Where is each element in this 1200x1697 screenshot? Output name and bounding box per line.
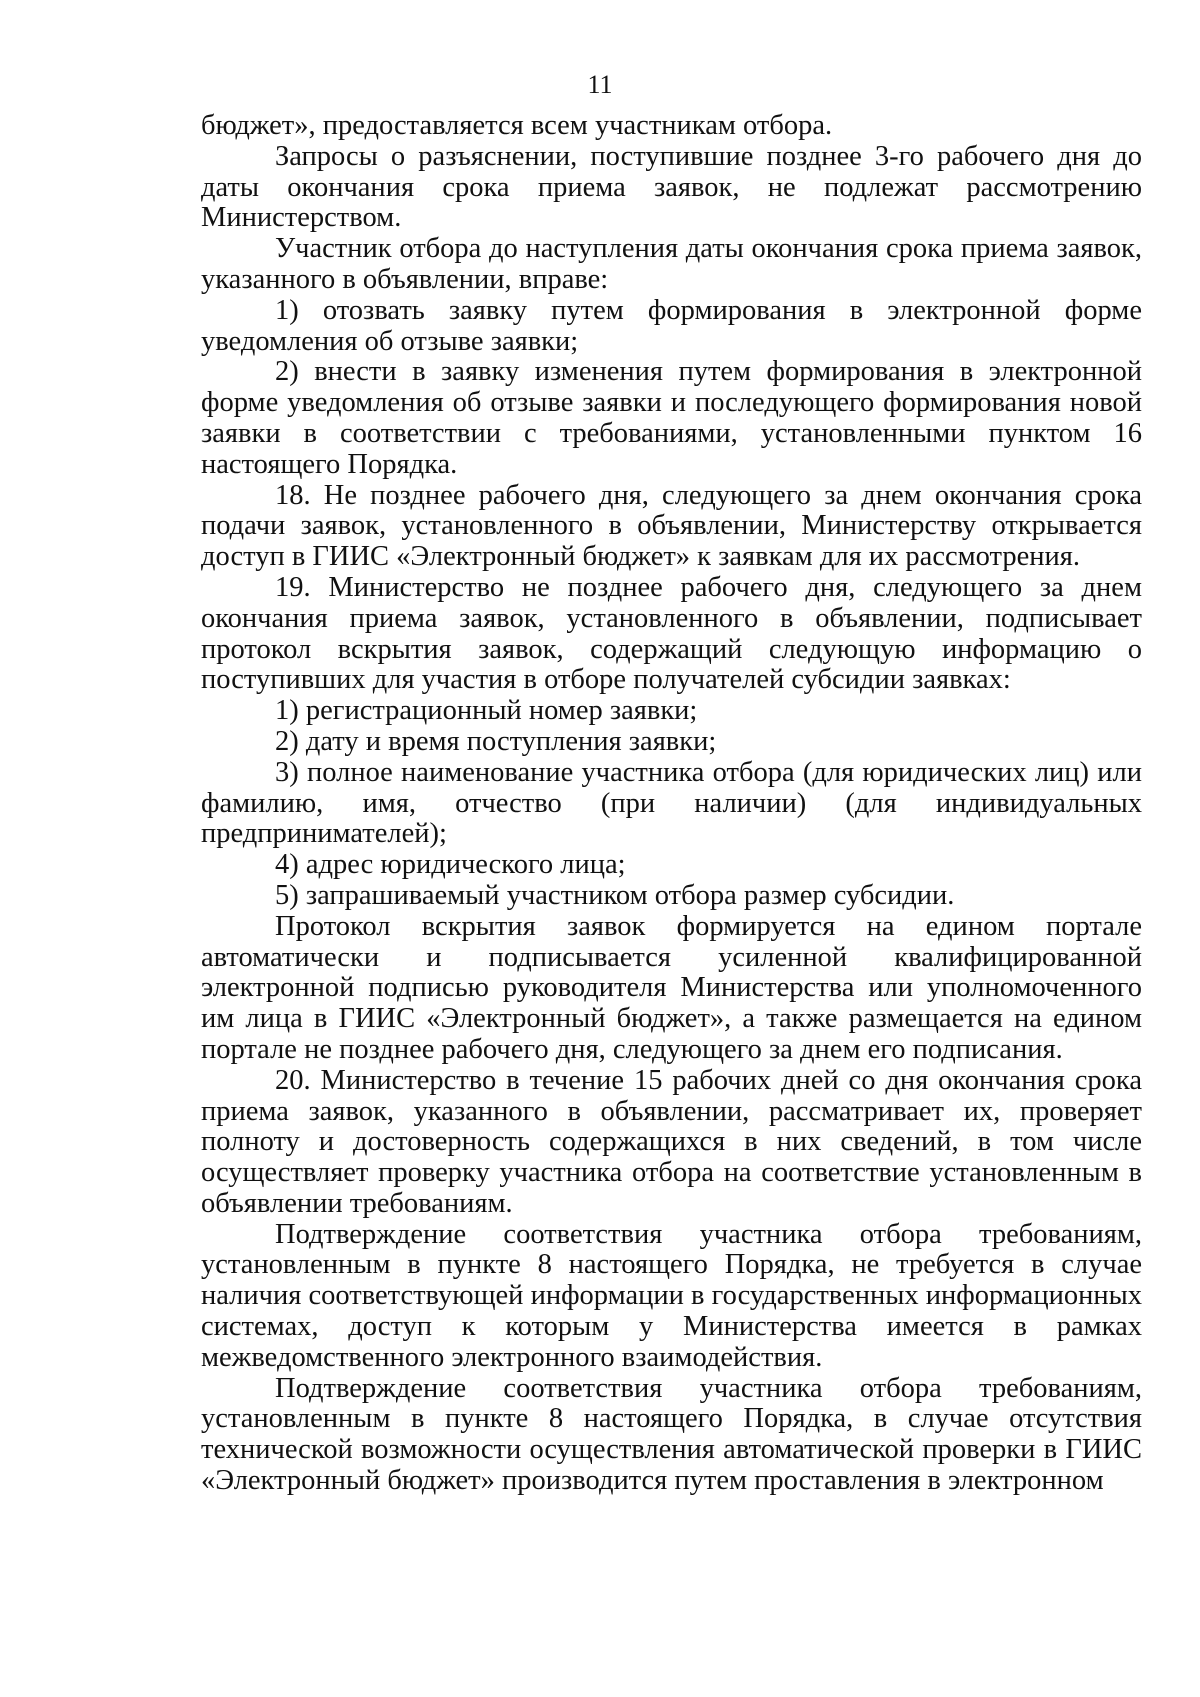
paragraph-participant-rights: Участник отбора до наступления даты окончания срока приема заявок, указанного в объявлении, вправе:: [201, 233, 1142, 295]
list-item-date-time: 2) дату и время поступления заявки;: [275, 725, 717, 757]
paragraph-clause-18: 18. Не позднее рабочего дня, следующего за днем окончания срока подачи заявок, установленного в объявлении, Министерству открывается доступ в ГИИС «Электронный бюджет» к заявкам для их рассмотрения.: [201, 479, 1142, 573]
document-body: [201, 111, 1142, 1497]
paragraph-opening-protocol: Протокол вскрытия заявок формируется на едином портале автоматически и подписывается усиленной квалифицированной электронной подписью руководителя Министерства или уполномоченного им лица в ГИИС «Электронный бюджет», а также размещается на едином портале не позднее рабочего дня, следующего за днем его подписания.: [201, 910, 1142, 1065]
list-item-amend-application: 2) внести в заявку изменения путем формирования в электронной форме уведомления об отзыве заявки и последующего формирования новой заявки в соответствии с требованиями, установленными пунктом 16 настоящего Порядка.: [201, 356, 1142, 480]
list-item-withdraw-application: 1) отозвать заявку путем формирования в электронной форме уведомления об отзыве заявки;: [201, 294, 1142, 357]
list-item-registration-number: 1) регистрационный номер заявки;: [275, 695, 698, 727]
paragraph-clause-20: 20. Министерство в течение 15 рабочих дней со дня окончания срока приема заявок, указанного в объявлении, рассматривает их, проверяет полноту и достоверность содержащихся в них сведений, в том числе осуществляет проверку участника отбора на соответствие установленным в объявлении требованиям.: [201, 1064, 1142, 1219]
paragraph-continuation: бюджет», предоставляется всем участникам отбора.: [201, 110, 833, 141]
paragraph-compliance-manual-check: Подтверждение соответствия участника отбора требованиям, установленным в пункте 8 настоящего Порядка, в случае отсутствия технической возможности осуществления автоматической проверки в ГИИС «Электронный бюджет» производится путем проставления в электронном: [201, 1372, 1142, 1497]
page-number: 11: [587, 70, 613, 99]
list-item-legal-address: 4) адрес юридического лица;: [275, 849, 626, 881]
paragraph-clarification-requests: Запросы о разъяснении, поступившие позднее 3-го рабочего дня до даты окончания срока приема заявок, не подлежат рассмотрению Министерством.: [201, 140, 1142, 234]
paragraph-clause-19: 19. Министерство не позднее рабочего дня, следующего за днем окончания приема заявок, установленного в объявлении, подписывает протокол вскрытия заявок, содержащий следующую информацию о поступивших для участия в отборе получателей субсидии заявках:: [201, 571, 1142, 696]
paragraph-compliance-not-required: Подтверждение соответствия участника отбора требованиям, установленным в пункте 8 настоящего Порядка, не требуется в случае наличия соответствующей информации в государственных информационных системах, доступ к которым у Министерства имеется в рамках межведомственного электронного взаимодействия.: [201, 1218, 1142, 1373]
list-item-participant-name: 3) полное наименование участника отбора (для юридических лиц) или фамилию, имя, отчество (при наличии) (для индивидуальных предпринимателей);: [201, 756, 1142, 850]
list-item-subsidy-amount: 5) запрашиваемый участником отбора размер субсидии.: [275, 879, 955, 911]
